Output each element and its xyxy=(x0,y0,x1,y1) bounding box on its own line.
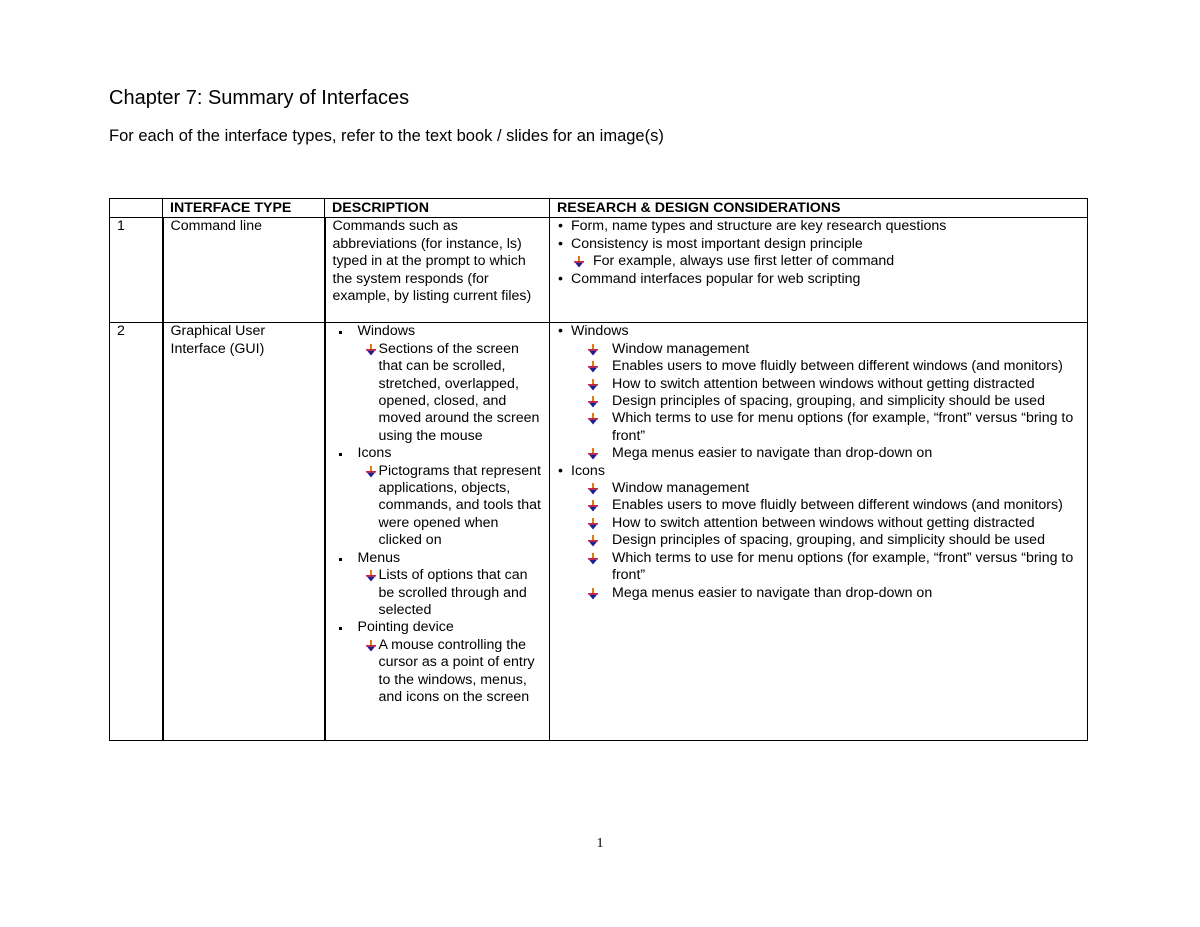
down-arrow-icon xyxy=(587,535,599,547)
list-item: Pointing device xyxy=(333,619,544,636)
list-item: • Windows xyxy=(557,323,1081,340)
list-item xyxy=(557,585,1081,602)
down-arrow-icon xyxy=(587,553,599,565)
interfaces-table xyxy=(109,198,1088,741)
table-row xyxy=(110,218,1088,323)
list-item-text: Sections of the screen that can be scrolled, stretched, overlapped, opened, closed, and moved around the screen using the mouse xyxy=(378,340,540,444)
down-arrow-icon xyxy=(587,483,599,495)
header-research: RESEARCH & DESIGN CONSIDERATIONS xyxy=(550,199,1088,218)
list-item-text: Mega menus easier to navigate than drop-down on xyxy=(612,584,933,601)
down-arrow-icon xyxy=(365,344,377,356)
list-item xyxy=(557,358,1081,375)
page-number: 1 xyxy=(596,836,604,851)
list-item xyxy=(333,567,544,619)
list-item xyxy=(557,253,1081,270)
down-arrow-icon xyxy=(573,256,585,268)
list-item-text: Mega menus easier to navigate than drop-down on xyxy=(612,445,933,462)
header-interface-type: INTERFACE TYPE xyxy=(163,199,325,218)
list-item xyxy=(557,445,1081,462)
down-arrow-icon xyxy=(587,379,599,391)
list-item-text: Design principles of spacing, grouping, and simplicity should be used xyxy=(612,393,1045,410)
list-item-text: Window management xyxy=(612,340,750,357)
list-item xyxy=(333,637,544,707)
list-item-text: Which terms to use for menu options (for example, “front” versus “bring to front” xyxy=(612,549,1074,584)
list-item xyxy=(557,376,1081,393)
header-number xyxy=(110,199,163,218)
list-item: • Consistency is most important design principle xyxy=(557,236,1081,253)
interface-type-cell: Graphical User Interface (GUI) xyxy=(163,323,325,741)
down-arrow-icon xyxy=(587,500,599,512)
list-item: • Command interfaces popular for web scripting xyxy=(557,271,1081,288)
list-item xyxy=(557,497,1081,514)
research-cell xyxy=(550,218,1088,323)
list-item-text: How to switch attention between windows without getting distracted xyxy=(612,514,1035,531)
down-arrow-icon xyxy=(587,396,599,408)
list-item-text: A mouse controlling the cursor as a point of entry to the windows, menus, and icons on the screen xyxy=(378,636,535,705)
page-title: Chapter 7: Summary of Interfaces xyxy=(109,87,410,109)
header-description: DESCRIPTION xyxy=(325,199,550,218)
header-row xyxy=(110,199,1088,218)
list-item: Icons xyxy=(333,445,544,462)
list-item-text: How to switch attention between windows without getting distracted xyxy=(612,375,1035,392)
list-item-text: Which terms to use for menu options (for example, “front” versus “bring to front” xyxy=(612,410,1074,444)
list-item xyxy=(557,515,1081,532)
down-arrow-icon xyxy=(587,413,599,425)
list-item: Menus xyxy=(333,550,544,567)
list-item xyxy=(557,341,1081,358)
list-item-text: Window management xyxy=(612,480,750,497)
down-arrow-icon xyxy=(587,518,599,530)
list-item-text: Design principles of spacing, grouping, and simplicity should be used xyxy=(612,532,1045,549)
down-arrow-icon xyxy=(365,570,377,582)
page-subtitle: For each of the interface types, refer to the text book / slides for an image(s) xyxy=(109,127,664,145)
description-cell xyxy=(325,323,550,741)
list-item xyxy=(557,410,1081,445)
list-item xyxy=(557,532,1081,549)
table-row xyxy=(110,323,1088,741)
list-item xyxy=(557,550,1081,585)
list-item xyxy=(333,341,544,445)
list-item: • Form, name types and structure are key research questions xyxy=(557,218,1081,235)
down-arrow-icon xyxy=(365,640,377,652)
down-arrow-icon xyxy=(365,466,377,478)
down-arrow-icon xyxy=(587,588,599,600)
list-item-text: Pictograms that represent applications, objects, commands, and tools that were opened when clicked on xyxy=(378,462,541,549)
list-item-text: Lists of options that can be scrolled through and selected xyxy=(378,567,528,618)
list-item xyxy=(557,393,1081,410)
research-cell xyxy=(550,323,1088,741)
list-item-text: For example, always use first letter of command xyxy=(593,253,895,270)
interface-type-cell: Command line xyxy=(163,218,325,323)
down-arrow-icon xyxy=(587,448,599,460)
list-item-text: Enables users to move fluidly between different windows (and monitors) xyxy=(612,358,1063,375)
down-arrow-icon xyxy=(587,344,599,356)
description-cell: Commands such as abbreviations (for instance, ls) typed in at the prompt to which the system responds (for example, by listing current files) xyxy=(325,218,550,323)
list-item xyxy=(557,480,1081,497)
down-arrow-icon xyxy=(587,361,599,373)
list-item: Windows xyxy=(333,323,544,340)
list-item-text: Enables users to move fluidly between different windows (and monitors) xyxy=(612,497,1063,514)
list-item: • Icons xyxy=(557,463,1081,480)
list-item xyxy=(333,463,544,550)
row-number: 1 xyxy=(110,218,163,323)
row-number: 2 xyxy=(110,323,163,741)
